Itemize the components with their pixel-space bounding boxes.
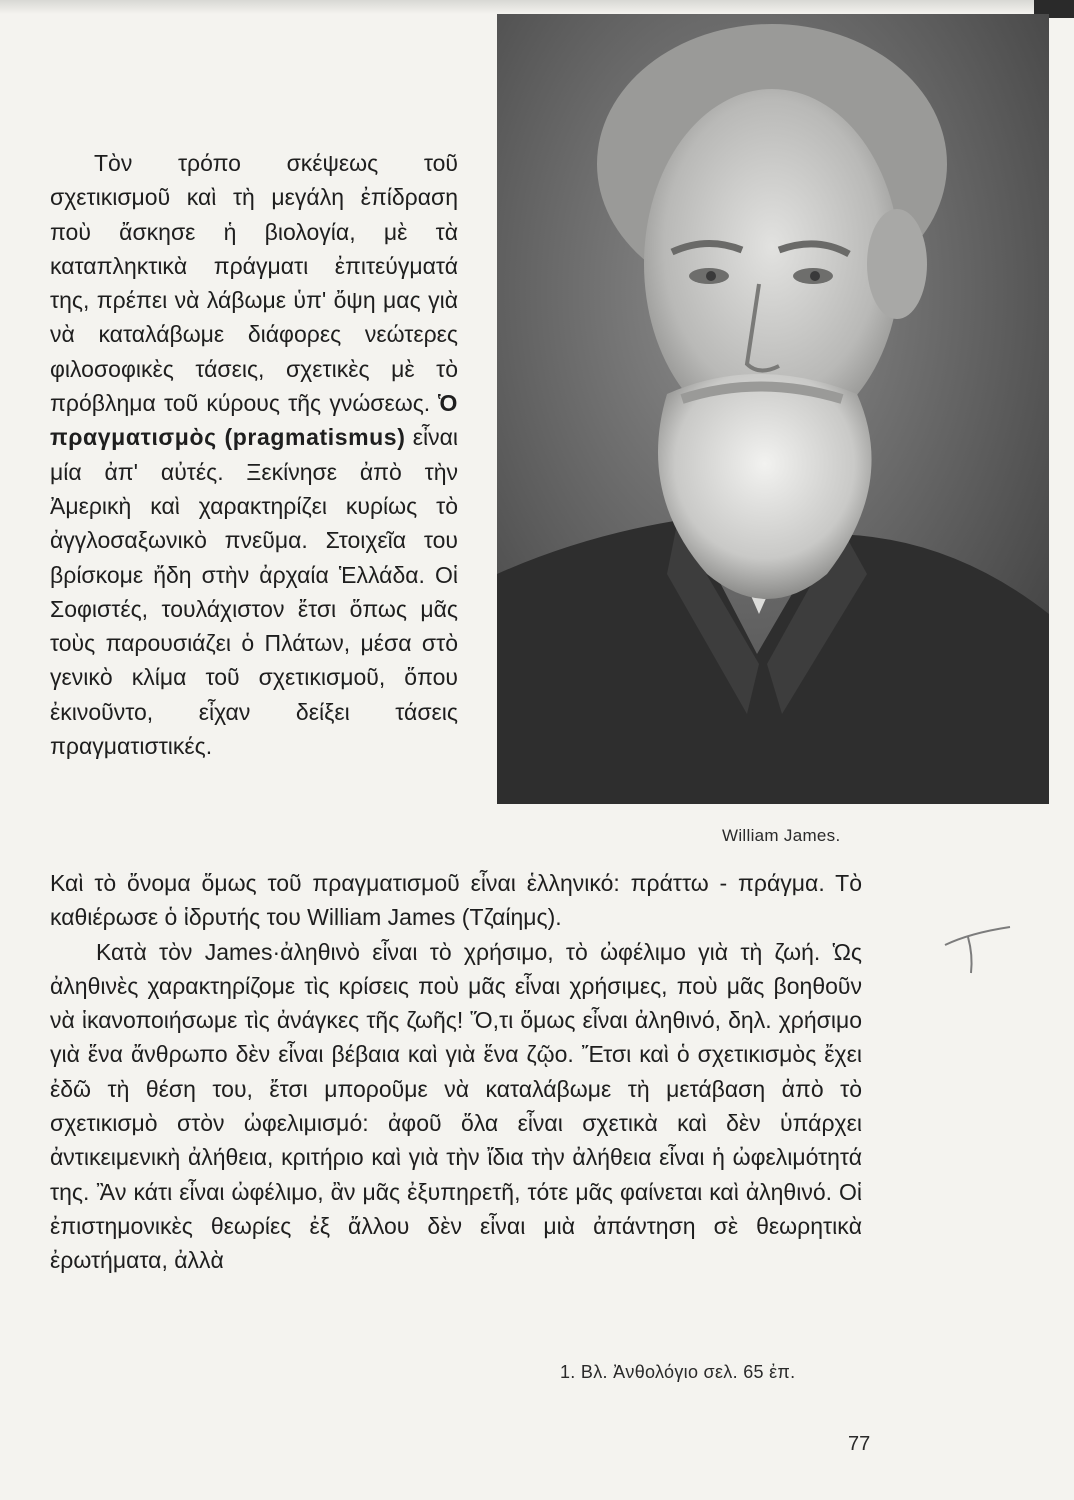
portrait-photo — [497, 14, 1049, 804]
side-column-text — [50, 146, 458, 763]
pragmatism-term: Ὁ πραγματισμὸς (pragmatismus) — [50, 390, 458, 451]
main-column-text — [50, 866, 862, 1278]
page-top-edge — [0, 0, 1074, 14]
intro-continuation: εἶναι μία ἀπ' αὐτές. Ξεκίνησε ἀπὸ τὴν Ἀμερικὴ καὶ χαρακτηρίζει κυρίως τὸ ἀγγλοσαξωνικὸ πνεῦμα. Στοιχεῖα του βρίσκομε ἤδη στὴν ἀρχαία Ἑλλάδα. Οἱ Σοφιστές, τουλάχιστον ἔτσι ὅπως μᾶς τοὺς παρουσιάζει ὁ Πλάτων, μέσα στὸ γενικὸ κλίμα τοῦ σχετικισμοῦ, ὅπου ἐκινοῦντο, εἶχαν δείξει τάσεις πραγματιστικές. — [50, 424, 458, 760]
intro-text: Τὸν τρόπο σκέψεως τοῦ σχετικισμοῦ καὶ τὴ μεγάλη ἐπίδραση ποὺ ἄσκησε ἡ βιολογία, μὲ τὰ καταπληκτικὰ πράγματι ἐπιτεύγματά της, πρέπει νὰ λάβωμε ὑπ' ὄψη μας γιὰ νὰ καταλάβωμε διάφορες νεώτερες φιλοσοφικὲς τάσεις, σχετικὲς μὲ τὸ πρόβλημα τοῦ κύρους τῆς γνώσεως. — [50, 150, 458, 417]
intro-paragraph — [50, 146, 458, 763]
footnote: 1. Βλ. Ἀνθολόγιο σελ. 65 ἐπ. — [560, 1362, 796, 1382]
photo-caption: William James. — [722, 826, 841, 845]
paragraph-name-origin: Καὶ τὸ ὄνομα ὅμως τοῦ πραγματισμοῦ εἶναι ἑλληνικό: πράττω - πράγμα. Τὸ καθιέρωσε ὁ ἱδρυτής του William James (Τζαίημς). — [50, 870, 862, 931]
page-number: 77 — [848, 1433, 871, 1455]
paragraph-james-truth: Κατὰ τὸν James·ἀληθινὸ εἶναι τὸ χρήσιμο, τὸ ὠφέλιμο γιὰ τὴ ζωή. Ὡς ἀληθινὲς χαρακτηρίζομε τὶς κρίσεις ποὺ μᾶς εἶναι χρήσιμες, ποὺ μᾶς βοηθοῦν νὰ ἱκανοποιήσωμε τὶς ἀνάγκες τῆς ζωῆς! Ὅ,τι ὅμως εἶναι ἀληθινό, δηλ. χρήσιμο γιὰ ἕνα ἄνθρωπο δὲν εἶναι βέβαια καὶ γιὰ ἕνα ζῷο. Ἔτσι καὶ ὁ σχετικισμὸς ἔχει ἐδῶ τὴ θέση του, ἔτσι μποροῦμε νὰ καταλάβωμε τὴ μετάβαση ἀπὸ τὸ σχετικισμὸ στὸν ὠφελιμισμό: ἀφοῦ ὅλα εἶναι σχετικὰ καὶ δὲν ὑπάρχει ἀντικειμενικὴ ἀλήθεια, κριτήριο καὶ γιὰ τὴν ἴδια τὴν ἀλήθεια εἶναι ἡ ὠφελιμότητά της. Ἂν κάτι εἶναι ὠφέλιμο, ἂν μᾶς ἐξυπηρετῆ, τότε μᾶς φαίνεται καὶ ἀληθινό. Οἱ ἐπιστημονικὲς θεωρίες ἐξ ἄλλου δὲν εἶναι μιὰ ἀπάντηση σὲ θεωρητικὰ ἐρωτήματα, ἀλλὰ — [50, 938, 862, 1274]
pencil-margin-mark — [940, 915, 1020, 975]
